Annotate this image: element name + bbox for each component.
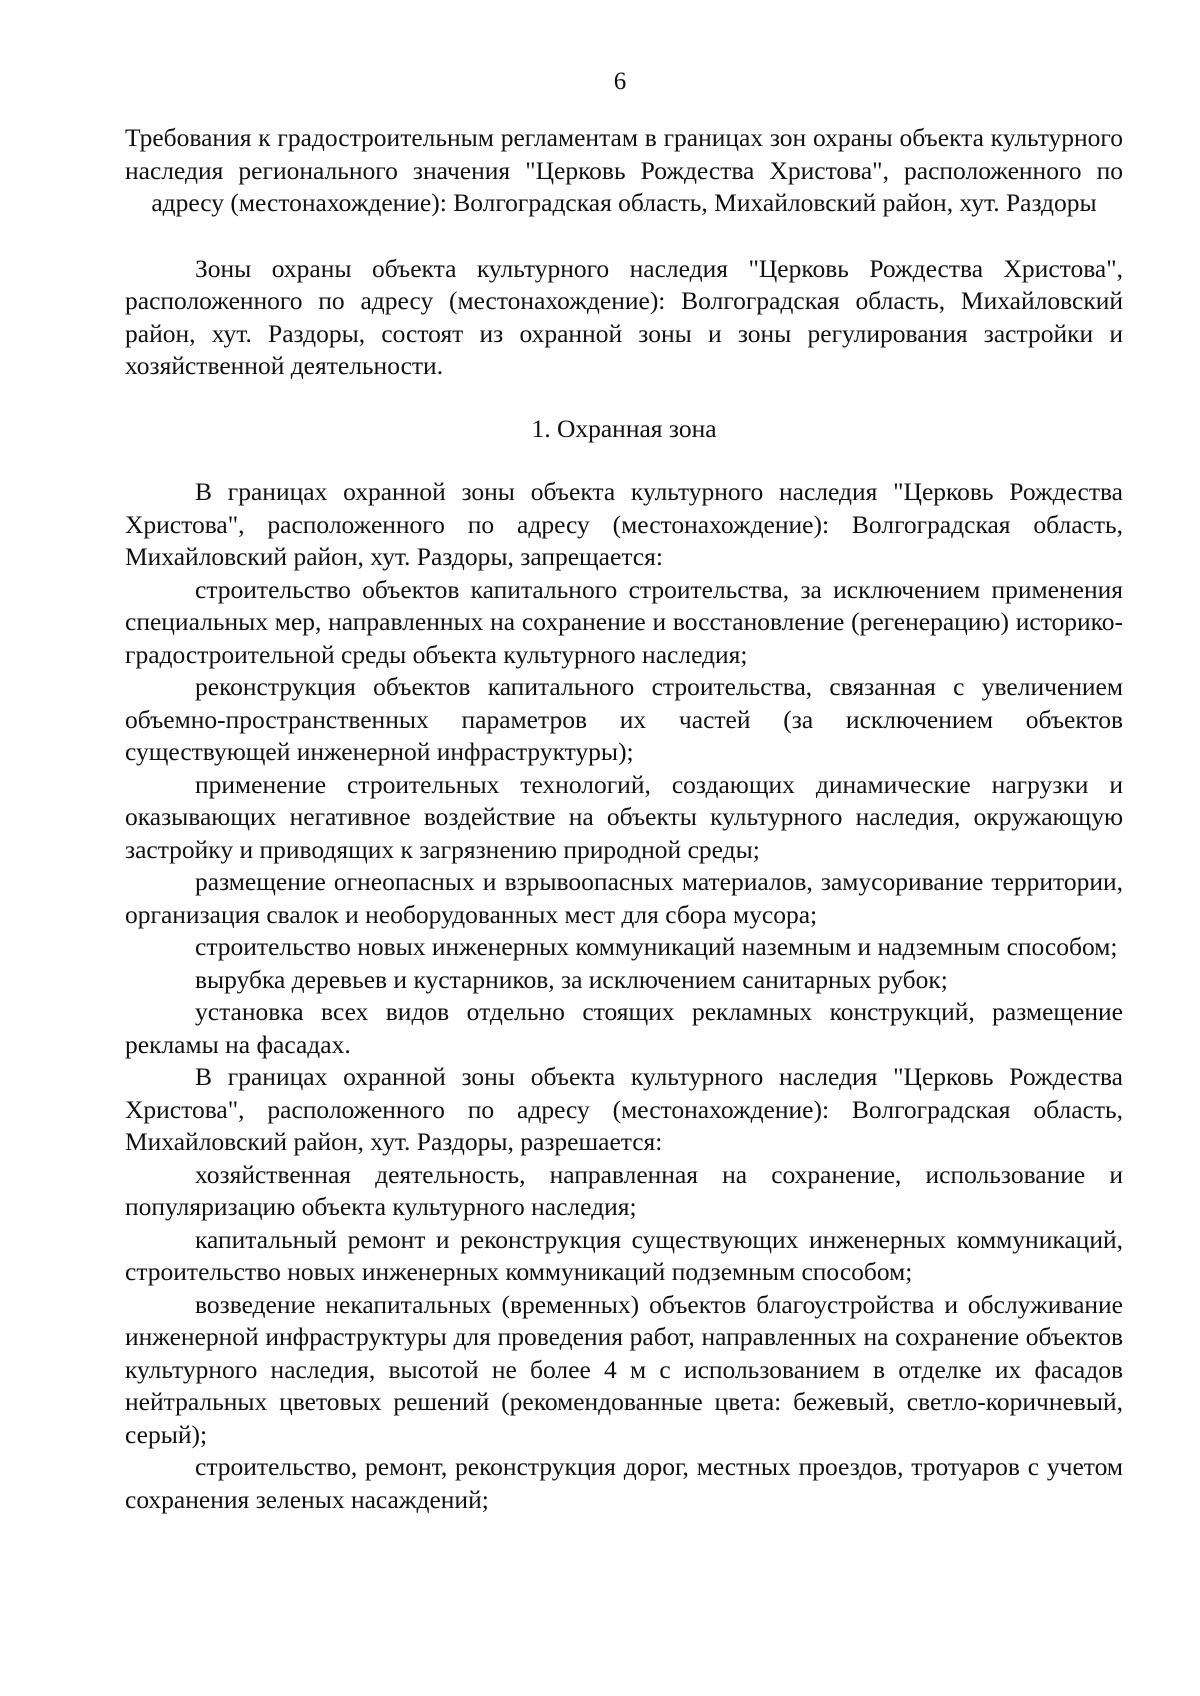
allowed-item: возведение некапитальных (временных) объектов благоустройства и обслуживание инженерной инфраструктуры для проведения работ, направленных на сохранение объектов культурного наследия, высотой не более 4 м с использованием в отделке их фасадов нейтральных цветовых решений (рекомендованные цвета: бежевый, светло-коричневый, серый); [125, 1289, 1123, 1449]
prohibited-item: установка всех видов отдельно стоящих рекламных конструкций, размещение рекламы на фасадах. [125, 997, 1123, 1059]
prohibited-item: строительство новых инженерных коммуникаций наземным и надземным способом; [195, 932, 1118, 961]
document-title: Требования к градостроительным регламентам в границах зон охраны объекта культурного наследия регионального значения "Церковь Рождества Христова", расположенного по адресу (местонахождение): Волгоградская область, Михайловский район, хут. Раздоры [125, 123, 1123, 217]
prohibited-intro: В границах охранной зоны объекта культурного наследия "Церковь Рождества Христова", расположенного по адресу (местонахождение): Волгоградская область, Михайловский район, хут. Раздоры, запрещается: [125, 477, 1123, 571]
prohibited-item: реконструкция объектов капитального строительства, связанная с увеличением объемно-пространственных параметров их частей (за исключением объектов существующей инженерной инфраструктуры); [125, 672, 1123, 766]
allowed-item: строительство, ремонт, реконструкция дорог, местных проездов, тротуаров с учетом сохранения зеленых насаждений; [125, 1452, 1123, 1514]
prohibited-item: применение строительных технологий, создающих динамические нагрузки и оказывающих негативное воздействие на объекты культурного наследия, окружающую застройку и приводящих к загрязнению природной среды; [125, 769, 1123, 864]
section-heading: 1. Охранная зона [531, 413, 717, 443]
intro-paragraph: Зоны охраны объекта культурного наследия "Церковь Рождества Христова", расположенного по адресу (местонахождение): Волгоградская область, Михайловский район, хут. Раздоры, состоят из охранной зоны и зоны регулирования застройки и хозяйственной деятельности. [125, 253, 1123, 380]
document-body [125, 122, 1123, 1516]
prohibited-item: вырубка деревьев и кустарников, за исключением санитарных рубок; [195, 964, 948, 994]
page-number: 6 [613, 68, 627, 95]
prohibited-item: строительство объектов капитального строительства, за исключением применения специальных мер, направленных на сохранение и восстановление (регенерацию) историко-градостроительной среды объекта культурного наследия; [125, 574, 1123, 669]
allowed-intro: В границах охранной зоны объекта культурного наследия "Церковь Рождества Христова", расположенного по адресу (местонахождение): Волгоградская область, Михайловский район, хут. Раздоры, разрешается: [125, 1062, 1123, 1156]
allowed-item: капитальный ремонт и реконструкция существующих инженерных коммуникаций, строительство новых инженерных коммуникаций подземным способом; [125, 1224, 1123, 1286]
prohibited-item: размещение огнеопасных и взрывоопасных материалов, замусоривание территории, организация свалок и необорудованных мест для сбора мусора; [125, 867, 1123, 929]
allowed-item: хозяйственная деятельность, направленная на сохранение, использование и популяризацию объекта культурного наследия; [125, 1159, 1123, 1221]
